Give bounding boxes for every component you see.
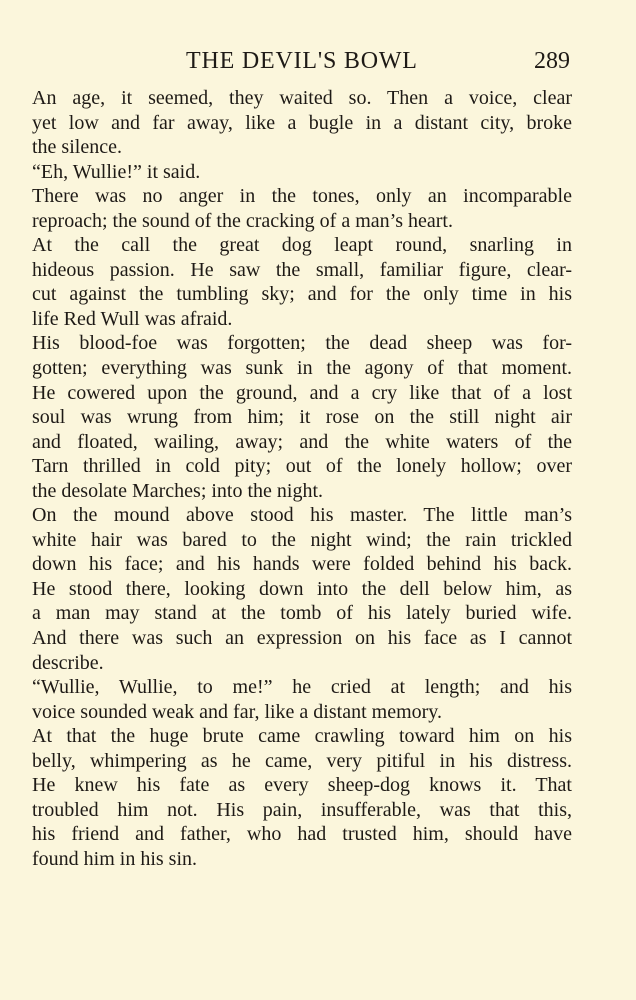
text-line: There was no anger in the tones, only an incomparable [32,185,572,208]
text-line: At that the huge brute came crawling toward him on his [32,725,572,748]
text-line: He knew his fate as every sheep-dog knows it. That [32,774,572,797]
text-line: “Wullie, Wullie, to me!” he cried at length; and his [32,676,572,699]
text-line: His blood-foe was forgotten; the dead sheep was for- [32,332,572,355]
text-line: his friend and father, who had trusted him, should have [32,823,572,846]
text-line: cut against the tumbling sky; and for the only time in his [32,283,572,306]
text-line: voice sounded weak and far, like a distant memory. [32,700,442,723]
text-line: belly, whimpering as he came, very pitiful in his distress. [32,749,572,772]
text-line: life Red Wull was afraid. [32,307,233,330]
text-line: the silence. [32,136,122,159]
text-line: hideous passion. He saw the small, familiar figure, clear- [32,258,572,281]
body-text [32,86,572,872]
text-line: And there was such an expression on his face as I cannot [32,627,572,650]
text-line: troubled him not. His pain, insufferable, was that this, [32,798,572,821]
text-line: down his face; and his hands were folded behind his back. [32,553,572,576]
text-line: white hair was bared to the night wind; the rain trickled [32,528,572,551]
page-number: 289 [534,48,570,74]
text-line: He stood there, looking down into the dell below him, as [32,577,572,600]
running-head [0,48,636,78]
text-line: gotten; everything was sunk in the agony of that moment. [32,357,572,380]
text-line: yet low and far away, like a bugle in a distant city, broke [32,111,572,134]
running-title: THE DEVIL'S BOWL [186,48,418,74]
text-line: and floated, wailing, away; and the white waters of the [32,430,572,453]
text-line: a man may stand at the tomb of his lately buried wife. [32,602,572,625]
text-line: soul was wrung from him; it rose on the still night air [32,406,572,429]
text-line: “Eh, Wullie!” it said. [32,160,201,183]
text-line: describe. [32,651,104,674]
text-line: Tarn thrilled in cold pity; out of the lonely hollow; over [32,455,572,478]
text-line: He cowered upon the ground, and a cry like that of a lost [32,381,572,404]
text-line: the desolate Marches; into the night. [32,479,324,502]
text-line: found him in his sin. [32,847,198,870]
text-line: An age, it seemed, they waited so. Then a voice, clear [32,87,572,109]
text-line: At the call the great dog leapt round, snarling in [32,234,572,257]
text-line: On the mound above stood his master. The little man’s [32,504,572,527]
text-line: reproach; the sound of the cracking of a man’s heart. [32,209,453,232]
